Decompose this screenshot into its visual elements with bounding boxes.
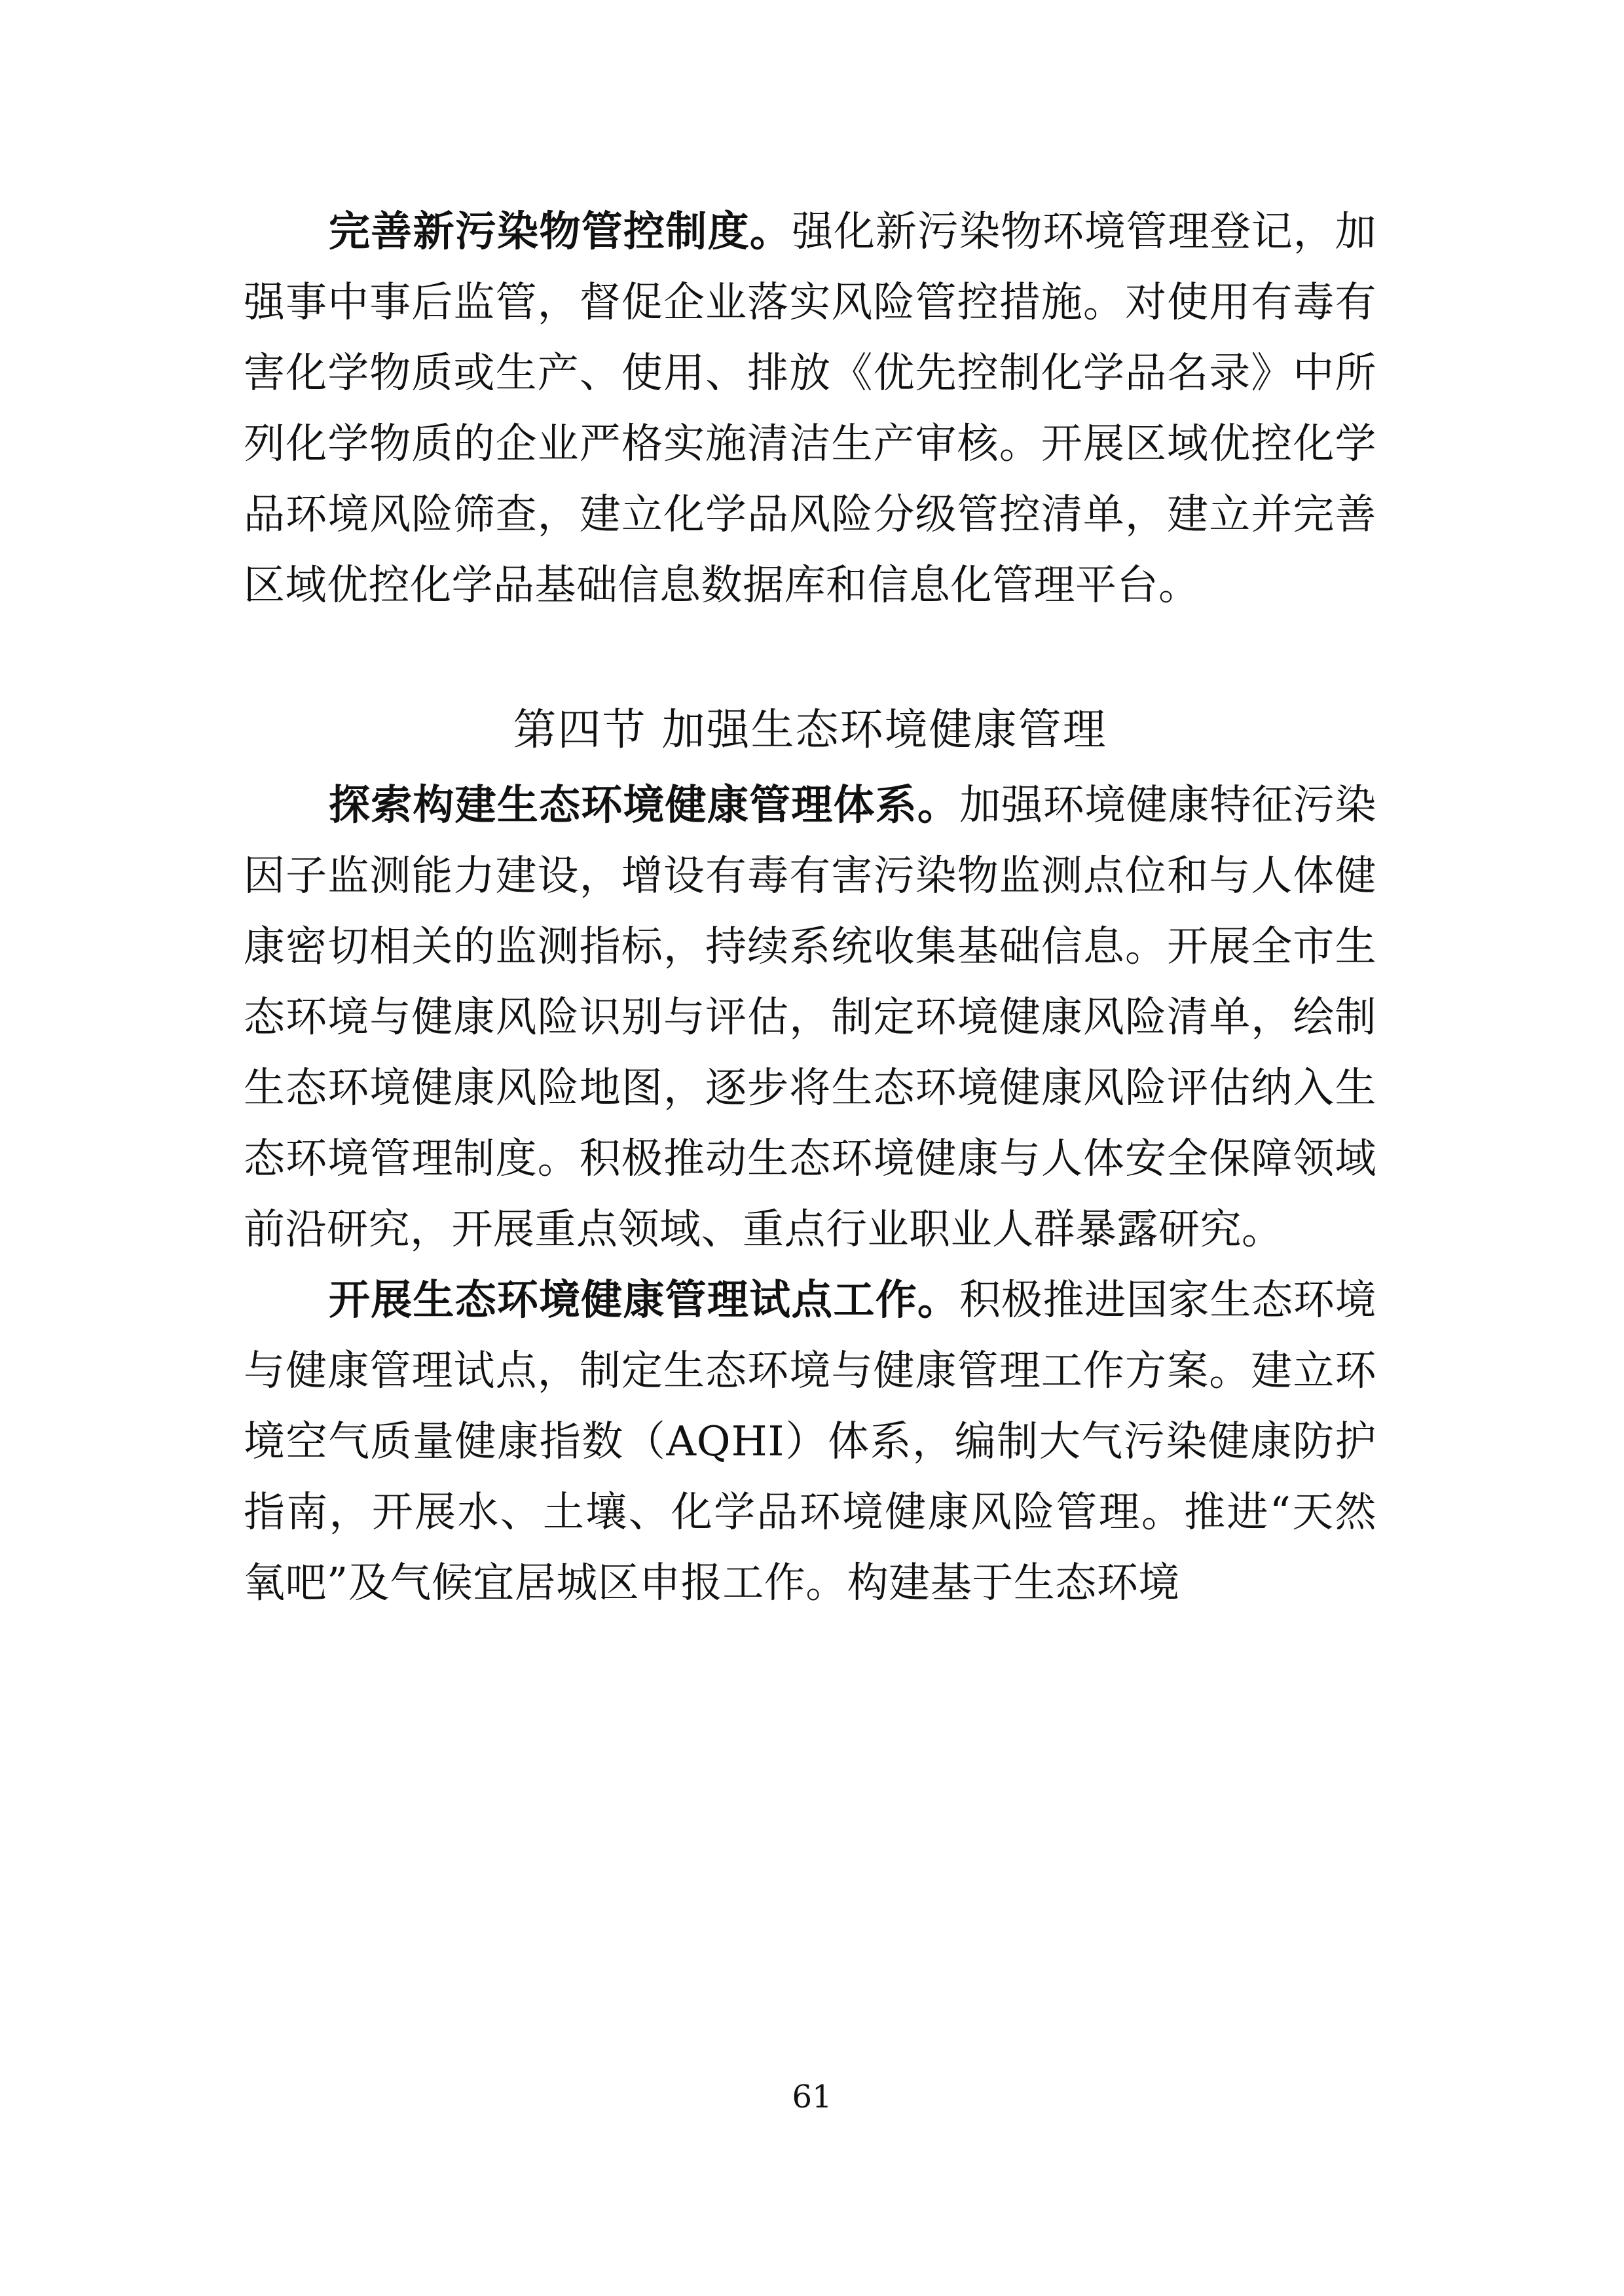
paragraph-text: 强化新污染物环境管理登记，加强事中事后监管，督促企业落实风险管控措施。对使用有毒有害化学物质或生产、使用、排放《优先控制化学品名录》中所列化学物质的企业严格实施清洁生产审核。开展区域优控化学品环境风险筛查，建立化学品风险分级管控清单，建立并完善区域优控化学品基础信息数据库和信息化管理平台。 <box>244 208 1377 609</box>
acronym-aqhi: AQHI <box>666 1417 785 1465</box>
paragraph-new-pollutant-control <box>244 196 1376 621</box>
paragraph-lead: 完善新污染物管控制度。 <box>329 208 792 255</box>
spacer-before-section-title <box>244 621 1376 694</box>
paragraph-text-part2: ）体系，编制大气污染健康防护指南，开展水、土壤、化学品环境健康风险管理。推进“天然氧吧”及气候宜居城区申报工作。构建基于生态环境 <box>244 1417 1377 1607</box>
page-content <box>244 196 1376 1618</box>
paragraph-health-pilot-work <box>244 1265 1376 1618</box>
paragraph-text: 加强环境健康特征污染因子监测能力建设，增设有毒有害污染物监测点位和与人体健康密切相关的监测指标，持续系统收集基础信息。开展全市生态环境与健康风险识别与评估，制定环境健康风险清单，绘制生态环境健康风险地图，逐步将生态环境健康风险评估纳入生态环境管理制度。积极推动生态环境健康与人体安全保障领域前沿研究，开展重点领域、重点行业职业人群暴露研究。 <box>244 781 1376 1253</box>
section-title: 第四节 加强生态环境健康管理 <box>513 704 1107 755</box>
paragraph-text-part1: 积极推进国家生态环境与健康管理试点，制定生态环境与健康管理工作方案。建立环境空气质量健康指数（ <box>244 1276 1376 1465</box>
paragraph-lead: 开展生态环境健康管理试点工作。 <box>329 1276 960 1324</box>
paragraph-lead: 探索构建生态环境健康管理体系。 <box>329 781 960 829</box>
page-number: 61 <box>792 2079 832 2115</box>
paragraph-health-management-system <box>244 770 1376 1265</box>
